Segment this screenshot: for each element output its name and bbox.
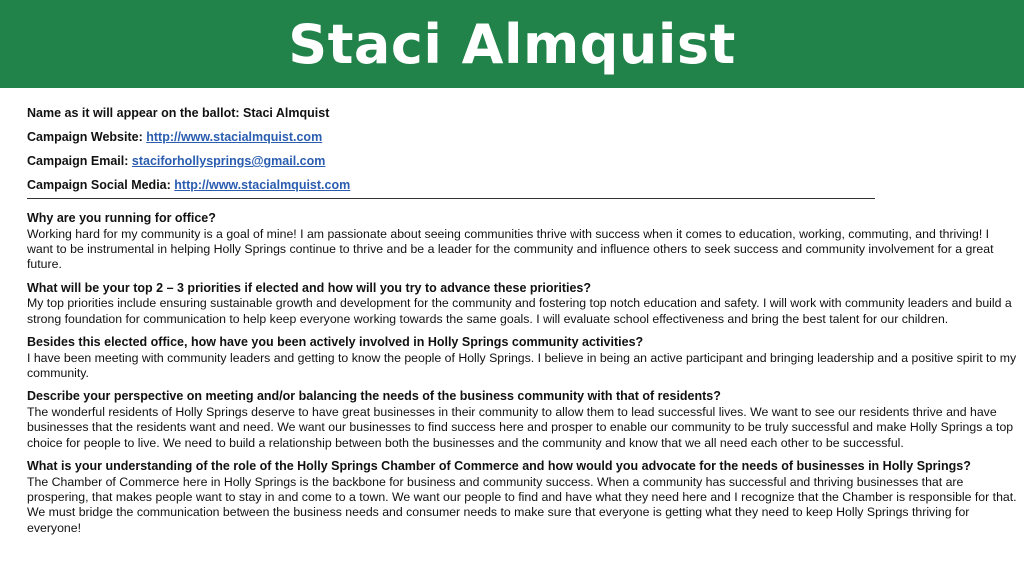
- answer: I have been meeting with community leaders and getting to know the people of Holly Springs. I believe in being an active participant and bringing leadership and a positive spirit to my community.: [27, 350, 1017, 380]
- campaign-info: [27, 101, 877, 197]
- social-media-label: Campaign Social Media:: [27, 178, 175, 192]
- answer: My top priorities include ensuring sustainable growth and development for the community and fostering top notch education and safety. I will work with community leaders and build a strong foundation for communication to help keep everyone working towards the same goals. I will evaluate school effectiveness and bring the best talent for our children.: [27, 296, 1012, 326]
- website-label: Campaign Website:: [27, 130, 147, 144]
- title-banner: [0, 0, 1024, 88]
- website-line: [27, 125, 877, 149]
- website-link[interactable]: http://www.stacialmquist.com: [146, 130, 323, 144]
- qa-block: [27, 459, 1017, 536]
- answer: The Chamber of Commerce here in Holly Springs is the backbone for business and community success. When a community has successful and thriving businesses that are prospering, that makes people want to stay in and come to a town. We want our people to find and have what they need here and I recognize that the Chamber is responsible for that. We must bridge the communication between the business needs and consumer needs to make sure that everyone is getting what they need to keep Holly Springs thriving for everyone!: [27, 474, 1017, 535]
- email-label: Campaign Email:: [27, 154, 132, 168]
- qa-block: [27, 211, 1017, 273]
- answer: The wonderful residents of Holly Springs deserve to have great businesses in their community to allow them to lead successful lives. We want to see our residents thrive and have businesses that the residents want and need. We want our businesses to find success here and prosper to enable our community to be truly successful and make Holly Springs a top choice for people to live. We need to build a relationship between both the businesses and the community and know that we all need each other to be successful.: [27, 404, 1014, 450]
- question: Besides this elected office, how have you been actively involved in Holly Springs community activities?: [27, 335, 644, 350]
- question: Why are you running for office?: [27, 211, 216, 225]
- qa-block: [27, 281, 1017, 327]
- ballot-name-text: Name as it will appear on the ballot: Staci Almquist: [27, 106, 330, 120]
- qa-block: [27, 335, 1017, 381]
- candidate-name-title: Staci Almquist: [288, 12, 736, 76]
- email-link[interactable]: staciforhollysprings@gmail.com: [131, 154, 326, 168]
- question: What is your understanding of the role of the Holly Springs Chamber of Commerce and how would you advocate for the needs of businesses in Holly Springs?: [27, 459, 971, 474]
- answer: Working hard for my community is a goal of mine! I am passionate about seeing communities thrive with success when it comes to education, working, commuting, and thriving! I want to be instrumental in helping Holly Springs continue to thrive and be a leader for the community and influence others to seek success and community involvement for a great future.: [27, 226, 994, 272]
- divider: [27, 198, 875, 199]
- social-media-line: [27, 173, 877, 197]
- ballot-name-line: [27, 101, 877, 125]
- social-media-link[interactable]: http://www.stacialmquist.com: [174, 178, 351, 192]
- question: Describe your perspective on meeting and/or balancing the needs of the business community with that of residents?: [27, 389, 721, 404]
- email-line: [27, 149, 877, 173]
- questionnaire: [27, 211, 1017, 544]
- question: What will be your top 2 – 3 priorities if elected and how will you try to advance these priorities?: [27, 280, 592, 295]
- qa-block: [27, 389, 1017, 451]
